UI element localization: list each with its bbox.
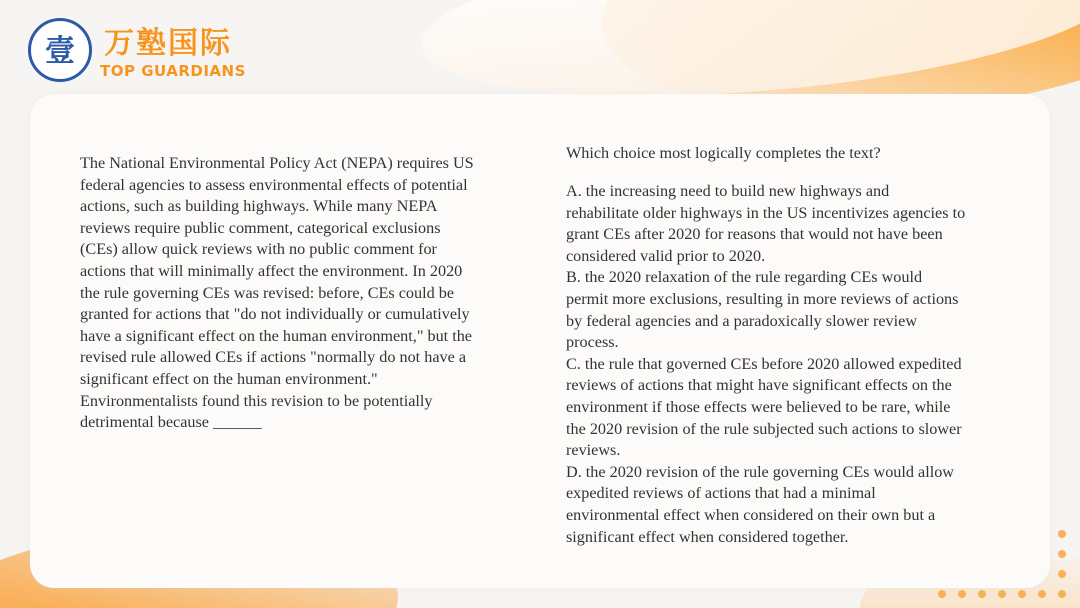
dot xyxy=(1058,590,1066,598)
dot xyxy=(1058,550,1066,558)
choice-c[interactable]: C. the rule that governed CEs before 2020 allowed expedited reviews of actions that might have significant effects on the environment if those effects were believed to be rare, while the 2020 revision of the rule subjected such actions to slower reviews. xyxy=(566,354,962,460)
dot xyxy=(978,590,986,598)
choice-b[interactable]: B. the 2020 relaxation of the rule regarding CEs would permit more exclusions, resulting in more reviews of actions by federal agencies and a paradoxically slower review process. xyxy=(566,268,959,352)
reading-passage: The National Environmental Policy Act (NEPA) requires US federal agencies to assess environmental effects of potential actions, such as building highways. While many NEPA reviews require public comment, categorical exclusions (CEs) allow quick reviews with no public comment for actions that will minimally affect the environment. In 2020 the rule governing CEs was revised: before, CEs could be granted for actions that "do not individually or cumulatively have a significant effect on the human environment," but the revised rule allowed CEs if actions "normally do not have a significant effect on the human environment." Environmentalists found this revision to be potentially detrimental because ______ xyxy=(80,154,474,432)
choice-d[interactable]: D. the 2020 revision of the rule governing CEs would allow expedited reviews of actions that had a minimal environmental effect when considered on their own but a significant effect when considered together. xyxy=(566,462,954,546)
dot xyxy=(938,590,946,598)
choice-a[interactable]: A. the increasing need to build new highways and rehabilitate older highways in the US incentivizes agencies to grant CEs after 2020 for reasons that would not have been considered valid prior to 2020. xyxy=(566,182,966,265)
brand-logo xyxy=(28,14,268,86)
logo-mark-text: 壹 xyxy=(45,34,75,69)
question-prompt: Which choice most logically completes the text? xyxy=(566,144,881,162)
dot xyxy=(998,590,1006,598)
dot xyxy=(1058,530,1066,538)
dot xyxy=(1018,590,1026,598)
answer-choices xyxy=(566,181,966,548)
brand-name-en: TOP GUARDIANS xyxy=(100,62,246,80)
logo-emblem-icon xyxy=(28,18,92,82)
dot xyxy=(958,590,966,598)
dot xyxy=(1058,570,1066,578)
brand-name-cn: 万塾国际 xyxy=(104,26,232,61)
decorative-dots xyxy=(920,522,1070,602)
dot xyxy=(1038,590,1046,598)
